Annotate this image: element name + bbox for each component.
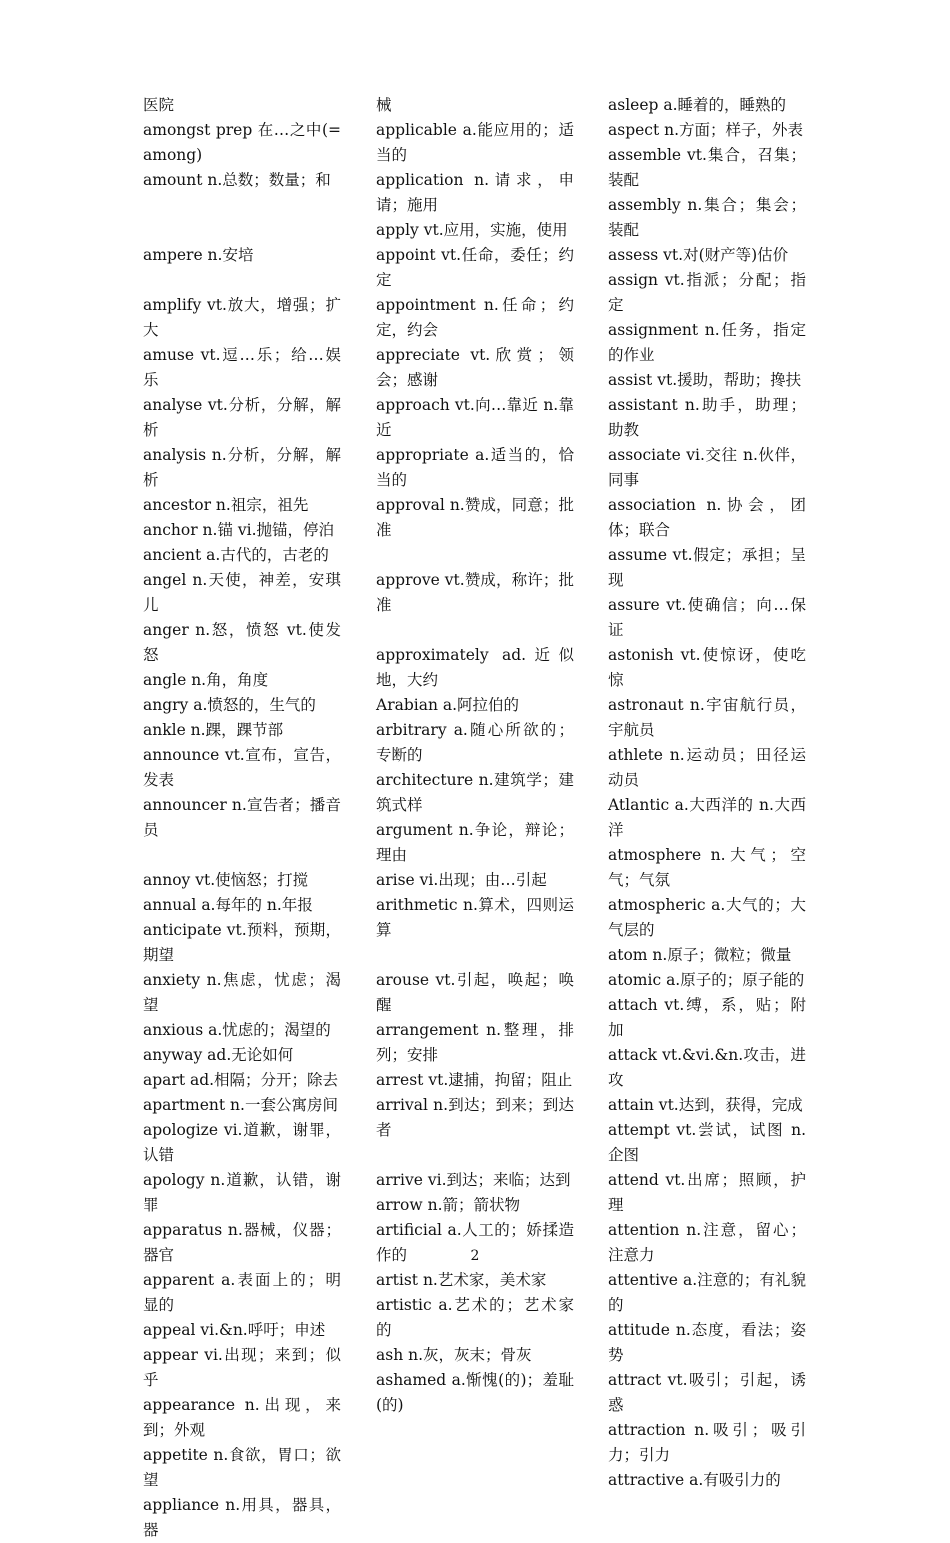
- dictionary-entry: amuse vt.逗…乐；给…娱乐: [143, 346, 341, 389]
- dictionary-entry: announce vt.宣布，宣告，发表: [143, 746, 341, 789]
- dictionary-entry: annoy vt.使恼怒；打搅: [143, 871, 309, 889]
- dictionary-entry: argument n.争论，辩论；理由: [376, 821, 574, 864]
- blank-spacer: [143, 268, 341, 293]
- dictionary-entry: attack vt.&vi.&n.攻击，进攻: [608, 1046, 806, 1089]
- dictionary-entry: attempt vt.尝试，试图 n.企图: [608, 1121, 806, 1164]
- dictionary-entry: apparent a.表面上的；明显的: [143, 1271, 341, 1314]
- dictionary-entry: arithmetic n.算术，四则运算: [376, 896, 574, 939]
- dictionary-entry: arrive vi.到达；来临；达到: [376, 1171, 571, 1189]
- dictionary-entry: atmospheric a.大气的；大气层的: [608, 896, 806, 939]
- dictionary-entry: assist vt.援助，帮助；搀扶: [608, 371, 802, 389]
- dictionary-entry: amplify vt.放大，增强；扩大: [143, 296, 341, 339]
- dictionary-entry: architecture n.建筑学；建筑式样: [376, 771, 574, 814]
- dictionary-entry: ampere n.安培: [143, 246, 254, 264]
- dictionary-entry: assure vt.使确信；向…保证: [608, 596, 806, 639]
- dictionary-entry: appeal vi.&n.呼吁；申述: [143, 1321, 326, 1339]
- dictionary-entry: assemble vt.集合，召集；装配: [608, 146, 806, 189]
- dictionary-entry: analysis n.分析，分解，解析: [143, 446, 341, 489]
- dictionary-entry: amount n.总数；数量；和: [143, 171, 331, 189]
- blank-spacer: [143, 193, 341, 243]
- dictionary-entry: appearance n.出现，来到；外观: [143, 1396, 341, 1439]
- dictionary-entry: ancestor n.祖宗，祖先: [143, 496, 309, 514]
- dictionary-entry: 械: [376, 96, 392, 114]
- dictionary-entry: apologize vi.道歉，谢罪，认错: [143, 1121, 341, 1164]
- dictionary-entry: anyway ad.无论如何: [143, 1046, 294, 1064]
- column-middle: [376, 93, 574, 1418]
- page-number: 2: [470, 1248, 480, 1264]
- dictionary-entry: announcer n.宣告者；播音员: [143, 796, 341, 839]
- dictionary-entry: artificial a.人工的；娇揉造作的: [376, 1221, 574, 1264]
- blank-spacer: [376, 943, 574, 968]
- dictionary-entry: arrival n.到达；到来；到达者: [376, 1096, 574, 1139]
- dictionary-entry: asleep a.睡着的，睡熟的: [608, 96, 787, 114]
- dictionary-entry: astonish vt.使惊讶，使吃惊: [608, 646, 806, 689]
- dictionary-entry: associate vi.交往 n.伙伴，同事: [608, 446, 806, 489]
- column-left: [143, 93, 341, 1543]
- dictionary-entry: ancient a.古代的，古老的: [143, 546, 329, 564]
- dictionary-entry: anxious a.忧虑的；渴望的: [143, 1021, 331, 1039]
- dictionary-entry: athlete n.运动员；田径运动员: [608, 746, 806, 789]
- dictionary-entry: appetite n.食欲，胃口；欲望: [143, 1446, 341, 1489]
- dictionary-entry: angry a.愤怒的，生气的: [143, 696, 316, 714]
- dictionary-entry: attach vt.缚，系，贴；附加: [608, 996, 806, 1039]
- dictionary-entry: attentive a.注意的；有礼貌的: [608, 1271, 806, 1314]
- dictionary-entry: attractive a.有吸引力的: [608, 1471, 781, 1489]
- dictionary-entry: apart ad.相隔；分开；除去: [143, 1071, 339, 1089]
- dictionary-entry: atomic a.原子的；原子能的: [608, 971, 805, 989]
- dictionary-entry: appreciate vt.欣赏；领会；感谢: [376, 346, 574, 389]
- dictionary-entry: approval n.赞成，同意；批准: [376, 496, 574, 539]
- dictionary-entry: apology n.道歉，认错，谢罪: [143, 1171, 341, 1214]
- dictionary-entry: anxiety n.焦虑，忧虑；渴望: [143, 971, 341, 1014]
- dictionary-entry: approximately ad.近似地，大约: [376, 646, 574, 689]
- dictionary-entry: attraction n.吸引；吸引力；引力: [608, 1421, 806, 1464]
- dictionary-entry: arise vi.出现；由…引起: [376, 871, 547, 889]
- dictionary-entry: apartment n.一套公寓房间: [143, 1096, 338, 1114]
- dictionary-entry: anticipate vt.预料，预期，期望: [143, 921, 341, 964]
- dictionary-entry: Arabian a.阿拉伯的: [376, 696, 520, 714]
- dictionary-entry: appointment n.任命；约定，约会: [376, 296, 574, 339]
- dictionary-entry: attend vt.出席；照顾，护理: [608, 1171, 806, 1214]
- dictionary-entry: amongst prep 在…之中(=among): [143, 121, 341, 164]
- dictionary-entry: anchor n.锚 vi.抛锚，停泊: [143, 521, 335, 539]
- dictionary-entry: assess vt.对(财产等)估价: [608, 246, 789, 264]
- dictionary-entry: assign vt.指派；分配；指定: [608, 271, 806, 314]
- dictionary-entry: approve vt.赞成，称许；批准: [376, 571, 574, 614]
- dictionary-entry: attain vt.达到，获得，完成: [608, 1096, 803, 1114]
- dictionary-entry: arbitrary a.随心所欲的；专断的: [376, 721, 574, 764]
- dictionary-entry: appliance n.用具，器具，器: [143, 1496, 341, 1539]
- blank-spacer: [143, 843, 341, 868]
- dictionary-entry: 医院: [143, 96, 175, 114]
- dictionary-entry: applicable a.能应用的；适当的: [376, 121, 574, 164]
- dictionary-entry: attention n.注意，留心；注意力: [608, 1221, 806, 1264]
- dictionary-entry: assistant n.助手，助理；助教: [608, 396, 806, 439]
- dictionary-entry: astronaut n.宇宙航行员，宇航员: [608, 696, 806, 739]
- dictionary-entry: analyse vt.分析，分解，解析: [143, 396, 341, 439]
- dictionary-entry: appear vi.出现；来到；似乎: [143, 1346, 341, 1389]
- dictionary-entry: association n.协会，团体；联合: [608, 496, 806, 539]
- dictionary-entry: arrangement n.整理，排列；安排: [376, 1021, 574, 1064]
- dictionary-entry: assume vt.假定；承担；呈现: [608, 546, 806, 589]
- dictionary-entry: aspect n.方面；样子，外表: [608, 121, 804, 139]
- dictionary-entry: application n.请求，申请；施用: [376, 171, 574, 214]
- dictionary-entry: ash n.灰，灰末；骨灰: [376, 1346, 532, 1364]
- dictionary-entry: arrest vt.逮捕，拘留；阻止: [376, 1071, 573, 1089]
- dictionary-entry: attract vt.吸引；引起，诱惑: [608, 1371, 806, 1414]
- dictionary-entry: arrow n.箭；箭状物: [376, 1196, 520, 1214]
- dictionary-entry: anger n.怒，愤怒 vt.使发怒: [143, 621, 341, 664]
- blank-spacer: [376, 618, 574, 643]
- dictionary-entry: annual a.每年的 n.年报: [143, 896, 313, 914]
- dictionary-entry: approach vt.向…靠近 n.靠近: [376, 396, 574, 439]
- dictionary-entry: assignment n.任务，指定的作业: [608, 321, 806, 364]
- blank-spacer: [376, 543, 574, 568]
- dictionary-entry: arouse vt.引起，唤起；唤醒: [376, 971, 574, 1014]
- dictionary-entry: assembly n.集合；集会；装配: [608, 196, 806, 239]
- dictionary-entry: artistic a.艺术的；艺术家的: [376, 1296, 574, 1339]
- column-right: [608, 93, 806, 1493]
- dictionary-entry: atom n.原子；微粒；微量: [608, 946, 792, 964]
- dictionary-entry: angle n.角，角度: [143, 671, 269, 689]
- dictionary-entry: apparatus n.器械，仪器；器官: [143, 1221, 341, 1264]
- blank-spacer: [376, 1143, 574, 1168]
- dictionary-entry: attitude n.态度，看法；姿势: [608, 1321, 806, 1364]
- dictionary-entry: apply vt.应用，实施，使用: [376, 221, 568, 239]
- dictionary-entry: ashamed a.惭愧(的)；羞耻(的): [376, 1371, 574, 1414]
- dictionary-entry: atmosphere n.大气；空气；气氛: [608, 846, 806, 889]
- dictionary-entry: Atlantic a.大西洋的 n.大西洋: [608, 796, 806, 839]
- dictionary-entry: appropriate a.适当的，恰当的: [376, 446, 574, 489]
- dictionary-entry: ankle n.踝，踝节部: [143, 721, 284, 739]
- dictionary-entry: appoint vt.任命，委任；约定: [376, 246, 574, 289]
- dictionary-entry: angel n.天使，神差，安琪儿: [143, 571, 341, 614]
- dictionary-entry: artist n.艺术家，美术家: [376, 1271, 547, 1289]
